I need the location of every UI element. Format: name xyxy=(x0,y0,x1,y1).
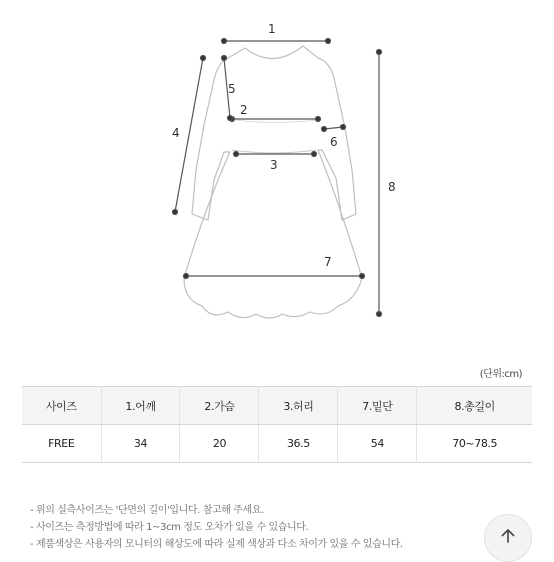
size-table xyxy=(22,386,532,463)
notes-list xyxy=(30,502,403,553)
unit-label: (단위:cm) xyxy=(479,369,522,380)
measure-label-8: 8 xyxy=(388,180,396,194)
dress-outline xyxy=(184,46,362,318)
table-header-cell: 8.총길이 xyxy=(417,387,532,425)
measure-label-1: 1 xyxy=(268,22,276,36)
measure-label-5: 5 xyxy=(228,82,236,96)
table-row xyxy=(22,425,532,463)
note-item: - 위의 실측사이즈는 '단면의 길이'입니다. 참고해 주세요. xyxy=(30,505,264,516)
bodice-seam xyxy=(236,120,318,123)
measure-label-6: 6 xyxy=(330,135,338,149)
table-header-cell: 1.어깨 xyxy=(101,387,180,425)
table-header-cell: 2.가슴 xyxy=(180,387,259,425)
measure-label-7: 7 xyxy=(324,255,332,269)
table-cell: 34 xyxy=(101,425,180,463)
measure-label-2: 2 xyxy=(240,103,248,117)
waist-seam xyxy=(232,150,316,153)
table-cell: 36.5 xyxy=(259,425,338,463)
arrow-up-icon xyxy=(499,527,517,549)
measure-label-3: 3 xyxy=(270,158,278,172)
table-header-row xyxy=(22,387,532,425)
table-cell: 70~78.5 xyxy=(417,425,532,463)
table-cell: 20 xyxy=(180,425,259,463)
table-cell: 54 xyxy=(338,425,417,463)
table-header-cell: 사이즈 xyxy=(22,387,101,425)
table-header-cell: 3.허리 xyxy=(259,387,338,425)
table-cell: FREE xyxy=(22,425,101,463)
scroll-to-top-button[interactable] xyxy=(484,514,532,562)
note-item: - 제품색상은 사용자의 모니터의 해상도에 따라 실제 색상과 다소 차이가 있을 수 있습니다. xyxy=(30,539,403,550)
table-header-cell: 7.밑단 xyxy=(338,387,417,425)
measure-label-4: 4 xyxy=(172,126,180,140)
note-item: - 사이즈는 측정방법에 따라 1~3cm 정도 오차가 있을 수 있습니다. xyxy=(30,522,309,533)
